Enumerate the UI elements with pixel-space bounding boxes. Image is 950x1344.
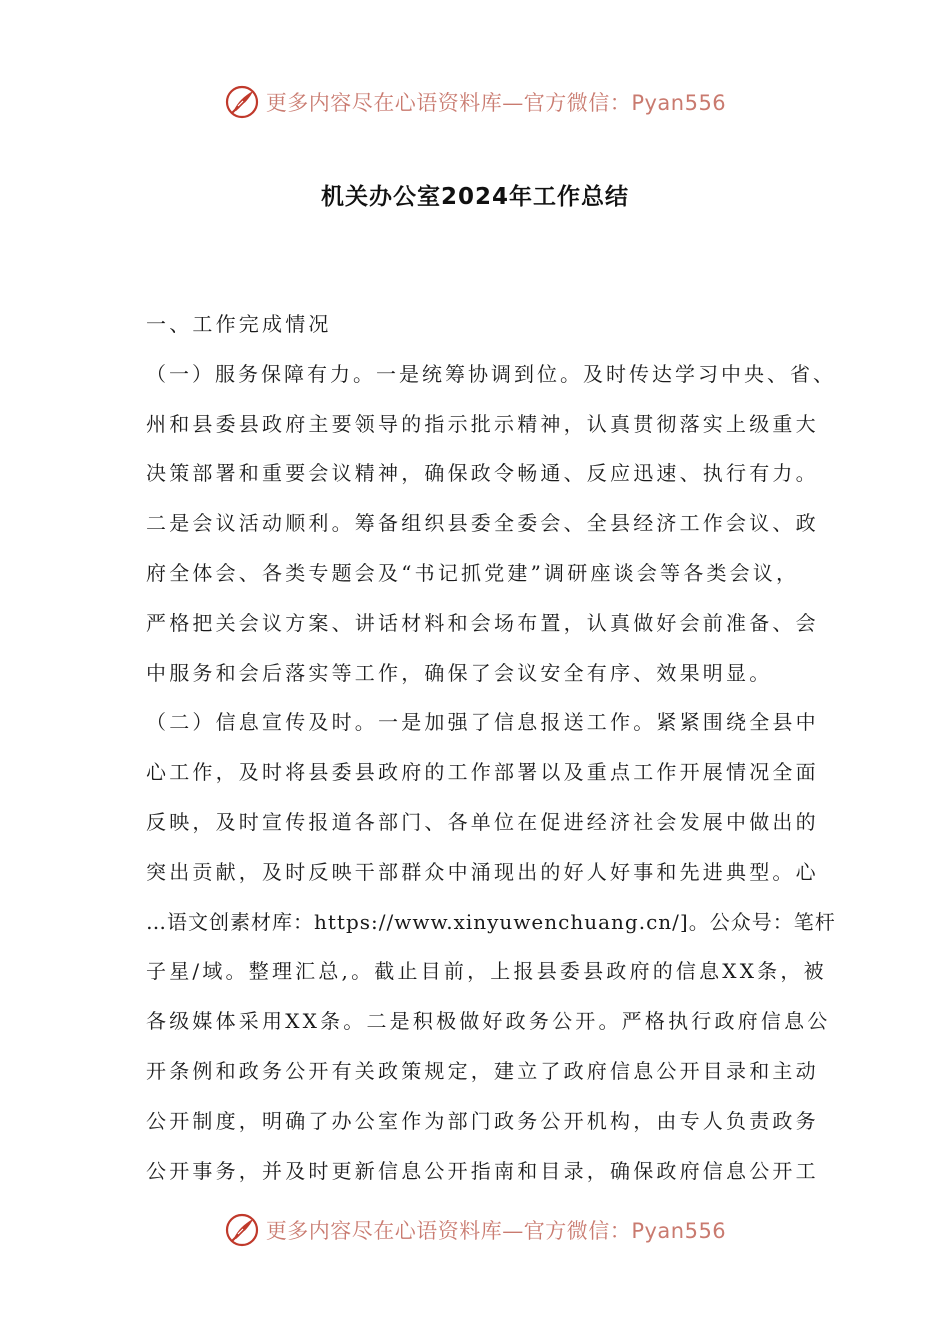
body-line: 决策部署和重要会议精神，确保政令畅通、反应迅速、执行有力。: [146, 461, 819, 486]
quill-logo-icon: [224, 84, 260, 120]
body-line: 各级媒体采用XX条。二是积极做好政务公开。严格执行政府信息公: [146, 1009, 831, 1034]
body-line: 二是会议活动顺利。筹备组织县委全委会、全县经济工作会议、政: [146, 511, 819, 536]
body-line: （一）服务保障有力。一是统筹协调到位。及时传达学习中央、省、: [146, 361, 836, 386]
body-line: 公开制度，明确了办公室作为部门政务公开机构，由专人负责政务: [146, 1108, 819, 1133]
body-line: 州和县委县政府主要领导的指示批示精神，认真贯彻落实上级重大: [146, 411, 819, 436]
body-line: 心工作，及时将县委县政府的工作部署以及重点工作开展情况全面: [146, 760, 819, 785]
body-line: 公开事务，并及时更新信息公开指南和目录，确保政府信息公开工: [146, 1158, 819, 1183]
footer-banner: [0, 1208, 950, 1252]
body-line: 开条例和政务公开有关政策规定，建立了政府信息公开目录和主动: [146, 1058, 819, 1083]
body-line: （二）信息宣传及时。一是加强了信息报送工作。紧紧围绕全县中: [146, 710, 819, 735]
header-banner: [0, 80, 950, 124]
body-line: 一、工作完成情况: [146, 312, 332, 336]
body-line: …语文创素材库：https://www.xinyuwenchuang.cn/]。公众号：笔杆: [146, 909, 836, 934]
document-title: 机关办公室2024年工作总结: [320, 184, 629, 210]
banner-text: 更多内容尽在心语资料库—官方微信：Pyan556: [265, 1219, 727, 1243]
wechat-id: Pyan556: [631, 1219, 727, 1243]
body-line: 中服务和会后落实等工作，确保了会议安全有序、效果明显。: [146, 660, 773, 685]
document-body: [146, 300, 836, 1196]
body-line: 严格把关会议方案、讲话材料和会场布置，认真做好会前准备、会: [146, 610, 819, 635]
body-line: 反映，及时宣传报道各部门、各单位在促进经济社会发展中做出的: [146, 809, 819, 834]
quill-logo-icon: [224, 1212, 260, 1248]
banner-text: 更多内容尽在心语资料库—官方微信：Pyan556: [265, 91, 727, 115]
body-line: 突出贡献，及时反映干部群众中涌现出的好人好事和先进典型。心: [146, 859, 819, 884]
wechat-id: Pyan556: [631, 91, 727, 115]
body-line: 府全体会、各类专题会及“书记抓党建”调研座谈会等各类会议，: [146, 560, 800, 585]
body-line: 子星/域。整理汇总,。截止目前，上报县委县政府的信息XX条，被: [146, 959, 827, 984]
